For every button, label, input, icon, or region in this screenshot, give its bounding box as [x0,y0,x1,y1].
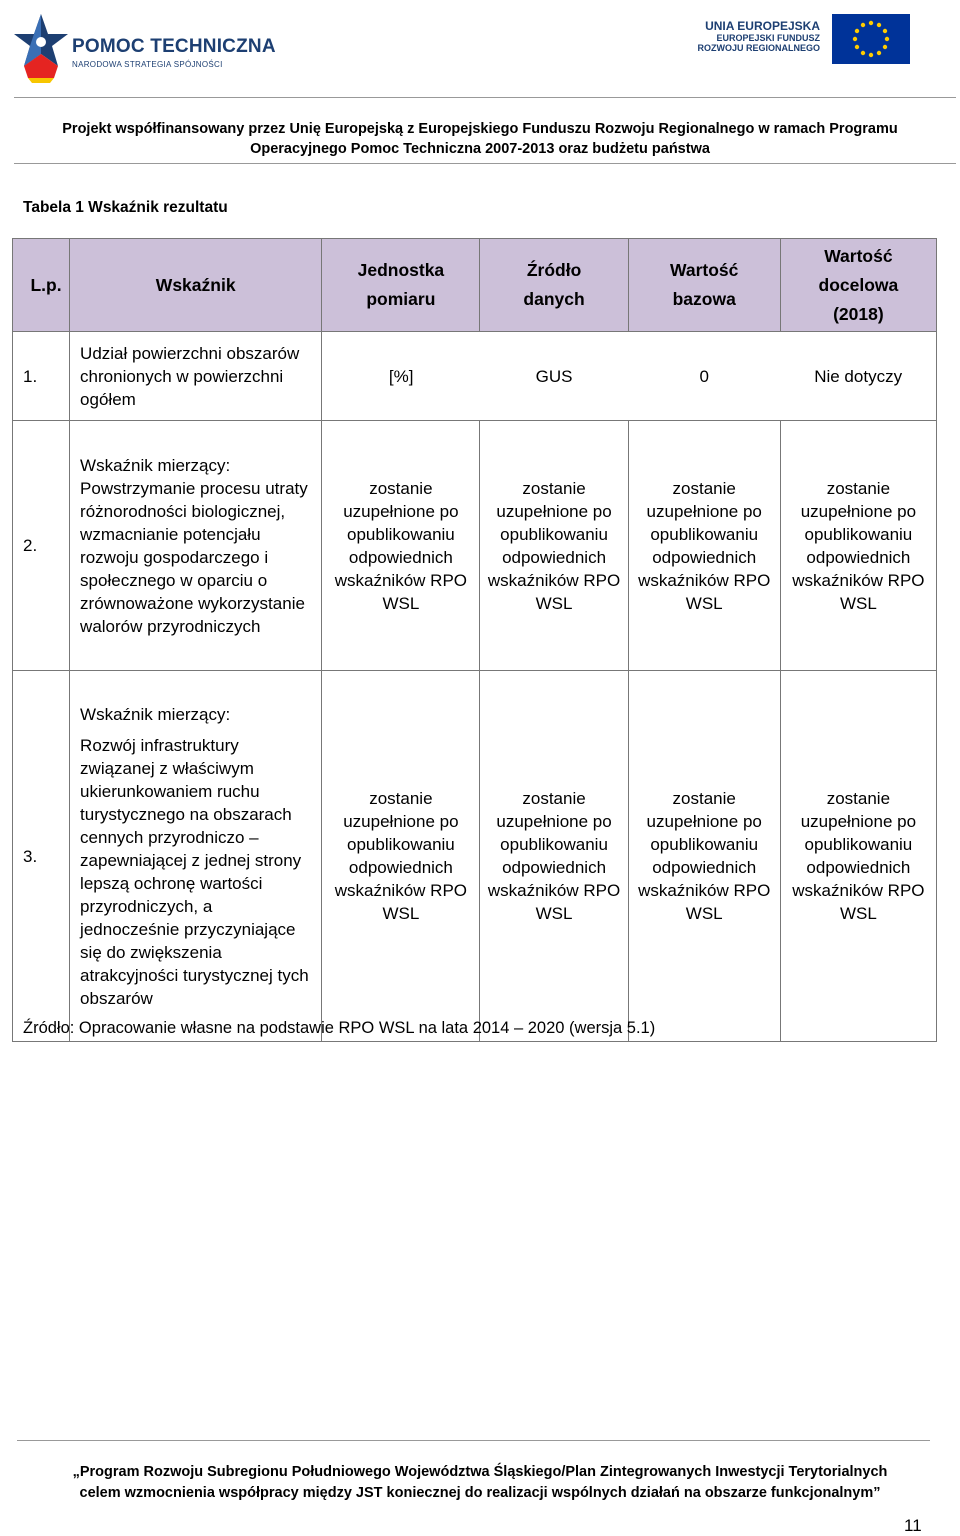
table-caption: Tabela 1 Wskaźnik rezultatu [23,199,228,216]
header-divider [14,97,956,98]
table-row [13,332,937,421]
row2-docelowa: zostanie uzupełnione po opublikowaniu odpowiednich wskaźników RPO WSL [780,421,936,671]
logo-name: POMOC TECHNICZNA [72,36,276,57]
row2-lp: 2. [13,421,70,671]
row3-docelowa: zostanie uzupełnione po opublikowaniu odpowiednich wskaźników RPO WSL [780,671,936,1042]
funding-line2: Operacyjnego Pomoc Techniczna 2007-2013 oraz budżetu państwa [250,141,710,157]
pomoc-techniczna-logo [14,12,276,88]
row2-wskaznik: Wskaźnik mierzący: Powstrzymanie procesu utraty różnorodności biologicznej, wzmacnianie potencjału rozwoju gospodarczego i społecznego w oparciu o zrównoważone wykorzystanie walorów przyrodniczych [70,421,322,671]
row2-bazowa: zostanie uzupełnione po opublikowaniu odpowiednich wskaźników RPO WSL [628,421,780,671]
footer-divider [17,1440,930,1441]
row3-jednostka: zostanie uzupełnione po opublikowaniu odpowiednich wskaźników RPO WSL [322,671,480,1042]
footer-line1: „Program Rozwoju Subregionu Południowego Województwa Śląskiego/Plan Zintegrowanych Inwestycji Terytorialnych [72,1464,888,1480]
funding-line1: Projekt współfinansowany przez Unię Europejską z Europejskiego Funduszu Rozwoju Regionalnego w ramach Programu [62,121,898,137]
row2-zrodlo: zostanie uzupełnione po opublikowaniu odpowiednich wskaźników RPO WSL [480,421,628,671]
eu-flag-icon [832,14,910,64]
eu-line3: ROZWOJU REGIONALNEGO [697,43,820,53]
eu-logo-text [697,20,820,53]
row3-zrodlo: zostanie uzupełnione po opublikowaniu odpowiednich wskaźników RPO WSL [480,671,628,1042]
row1-bazowa: 0 [628,332,780,421]
row2-jednostka: zostanie uzupełnione po opublikowaniu odpowiednich wskaźników RPO WSL [322,421,480,671]
row1-jednostka: [%] [322,332,480,421]
star-logo-icon [14,12,68,84]
header-jednostka: Jednostka pomiaru [322,239,480,332]
row3-wskaznik-cell [70,671,322,1042]
logo-subtitle: NARODOWA STRATEGIA SPÓJNOŚCI [72,60,223,69]
eu-logo [686,14,912,66]
row1-docelowa: Nie dotyczy [780,332,936,421]
funding-statement [0,119,960,159]
header-wskaznik: Wskaźnik [70,239,322,332]
table-header-row [13,239,937,332]
eu-line1: UNIA EUROPEJSKA [705,19,820,33]
row1-lp: 1. [13,332,70,421]
page-number: 11 [904,1516,922,1535]
page-footer [0,1462,960,1504]
row3-wskaznik: Rozwój infrastruktury związanej z właściwym ukierunkowaniem ruchu turystycznego na obszarach cennych przyrodniczo – zapewniającej z jednej strony lepszą ochronę wartości przyrodniczych, a jednocześnie przyczyniające się do zwiększenia atrakcyjności turystycznej tych obszarów [80,735,309,1008]
header-lp: L.p. [13,239,70,332]
header-zrodlo: Źródło danych [480,239,628,332]
header-docelowa: Wartość docelowa (2018) [780,239,936,332]
indicator-table [12,238,937,1042]
eu-line2: EUROPEJSKI FUNDUSZ [716,33,820,43]
header-bazowa: Wartość bazowa [628,239,780,332]
table-row [13,671,937,1042]
row3-wskaznik-intro: Wskaźnik mierzący: [80,704,231,724]
page-header [0,0,960,100]
funding-divider [14,163,956,164]
row3-bazowa: zostanie uzupełnione po opublikowaniu odpowiednich wskaźników RPO WSL [628,671,780,1042]
table-source: Źródło: Opracowanie własne na podstawie RPO WSL na lata 2014 – 2020 (wersja 5.1) [23,1019,656,1037]
table-row [13,421,937,671]
row3-lp: 3. [13,671,70,1042]
row1-zrodlo: GUS [480,332,628,421]
footer-line2: celem wzmocnienia współpracy między JST koniecznej do realizacji wspólnych działań na obszarze funkcjonalnym” [79,1485,881,1501]
row1-wskaznik: Udział powierzchni obszarów chronionych w powierzchni ogółem [70,332,322,421]
